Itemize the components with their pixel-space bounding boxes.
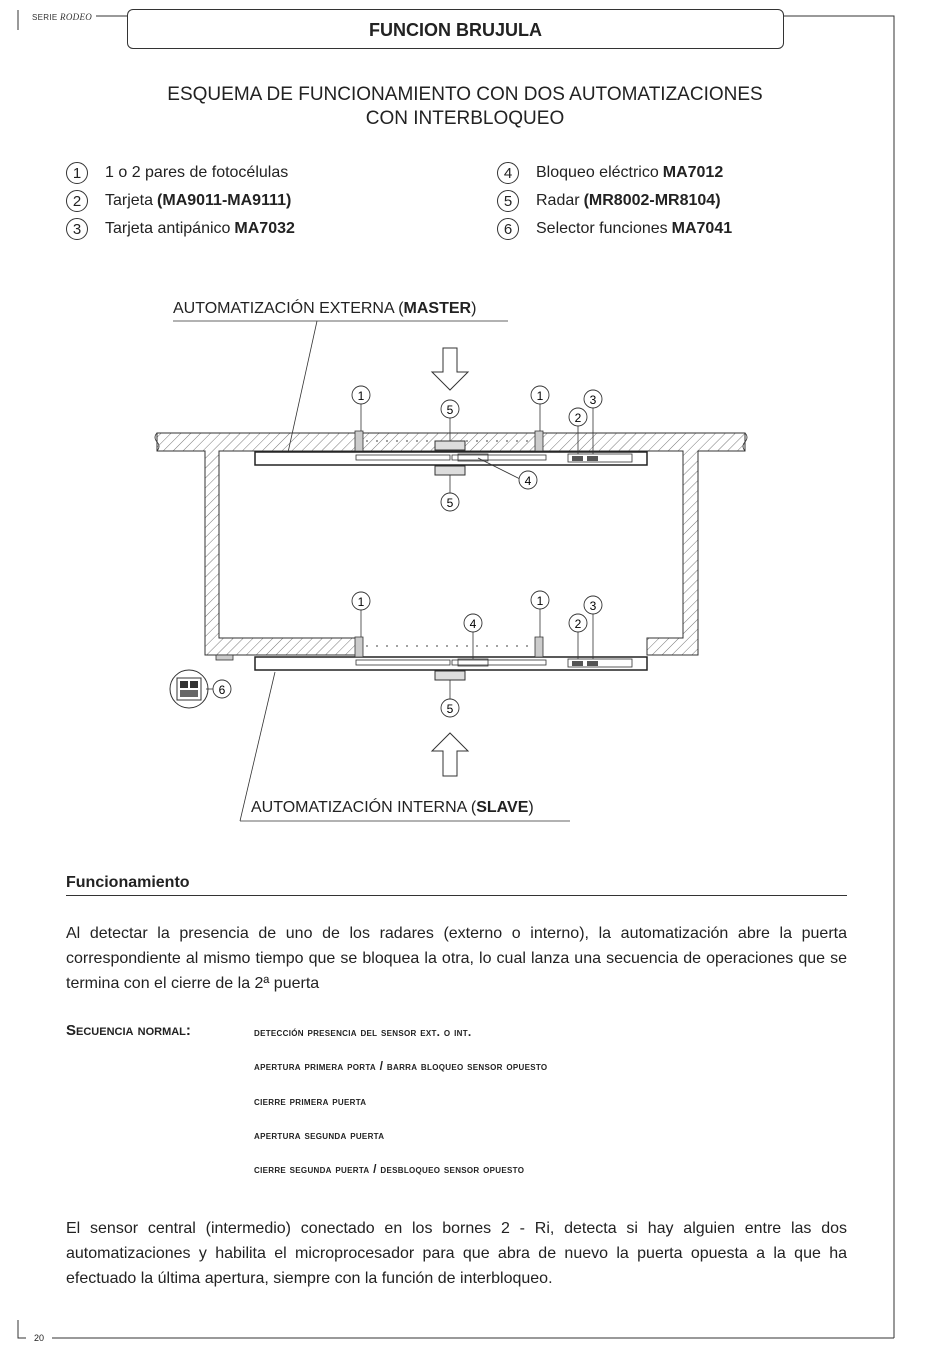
- legend-text: Tarjeta antipánico: [105, 220, 231, 237]
- callout-1: [531, 386, 549, 404]
- legend-number: 4: [497, 162, 519, 184]
- svg-text:5: 5: [446, 702, 454, 716]
- series-name: RODEO: [60, 12, 93, 22]
- diagram-title-line1: ESQUEMA DE FUNCIONAMIENTO CON DOS AUTOMATIZACIONES: [167, 84, 763, 105]
- legend-text: Selector funciones: [536, 220, 668, 237]
- svg-text:4: 4: [469, 617, 477, 631]
- svg-text:4: 4: [524, 474, 532, 488]
- sequence-step: apertura primera porta / barra bloqueo sensor opuesto: [254, 1059, 548, 1073]
- svg-text:1: 1: [536, 389, 544, 403]
- sequence-label: Secuencia normal:: [66, 1022, 191, 1039]
- diagram-title-line2: CON INTERBLOQUEO: [365, 108, 565, 129]
- svg-text:2: 2: [574, 617, 582, 631]
- paragraph-2: El sensor central (intermedio) conectado en los bornes 2 - Ri, detecta si hay alguien entre las dos automatizaciones y habilita el microprocesador para que abra de nuevo la puerta opuesta a la que ha efectuado la última apertura, siempre con la función de interbloqueo.: [66, 1220, 847, 1287]
- legend-number: 5: [497, 190, 519, 212]
- svg-text:6: 6: [218, 683, 226, 697]
- page-title: FUNCION BRUJULA: [369, 20, 542, 40]
- legend-text: Bloqueo eléctrico: [536, 164, 659, 181]
- svg-text:1: 1: [357, 389, 365, 403]
- svg-text:5: 5: [446, 496, 454, 510]
- paragraph-1: Al detectar la presencia de uno de los radares (externo o interno), la automatización abre la puerta correspondiente al mismo tiempo que se bloquea la otra, lo cual lanza una secuencia de operaciones que se termina con el cierre de la 2ª puerta: [66, 925, 847, 992]
- callout-1: [352, 592, 370, 610]
- page-number: 20: [34, 1333, 45, 1343]
- legend-code: MA7032: [234, 220, 295, 237]
- inside-arrow-icon: [432, 733, 468, 776]
- callout-3: [584, 390, 602, 408]
- svg-text:3: 3: [589, 599, 597, 613]
- callout-6: [213, 680, 231, 698]
- outside-arrow-icon: [432, 348, 468, 390]
- legend-code: MA7041: [671, 220, 733, 237]
- callout-4: [464, 614, 482, 632]
- svg-text:2: 2: [574, 411, 582, 425]
- callout-4: [519, 471, 537, 489]
- legend-code: MA7012: [662, 164, 724, 181]
- legend-text: 1 o 2 pares de fotocélulas: [105, 164, 289, 181]
- external-automation-label: AUTOMATIZACIÓN EXTERNA (MASTER): [173, 300, 477, 317]
- legend-code: (MA9011-MA9111): [157, 192, 292, 209]
- legend-number: 2: [66, 190, 88, 212]
- legend-text: Tarjeta: [105, 192, 154, 209]
- svg-text:3: 3: [589, 393, 597, 407]
- callout-3: [584, 596, 602, 614]
- sequence-step: apertura segunda puerta: [254, 1128, 385, 1142]
- callout-1: [531, 591, 549, 609]
- svg-text:1: 1: [536, 594, 544, 608]
- callout-2: [569, 408, 587, 426]
- callout-1: [352, 386, 370, 404]
- callout-5: [441, 400, 459, 418]
- legend-number: 3: [66, 218, 88, 240]
- callout-5: [441, 699, 459, 717]
- sequence-step: cierre segunda puerta / desbloqueo sensor opuesto: [254, 1162, 525, 1176]
- selector-icon: [170, 670, 208, 708]
- legend-number: 6: [497, 218, 519, 240]
- callout-2: [569, 614, 587, 632]
- internal-automation-label: AUTOMATIZACIÓN INTERNA (SLAVE): [251, 799, 534, 816]
- legend-code: (MR8002-MR8104): [583, 192, 721, 209]
- section-rule: [66, 895, 847, 896]
- section-heading: Funcionamiento: [66, 874, 190, 891]
- series-label: SERIE RODEO: [32, 12, 93, 22]
- sequence-step: detección presencia del sensor ext. o int.: [254, 1025, 472, 1039]
- sequence-step: cierre primera puerta: [254, 1094, 367, 1108]
- legend-text: Radar: [536, 192, 580, 209]
- svg-text:5: 5: [446, 403, 454, 417]
- callout-5: [441, 493, 459, 511]
- svg-text:1: 1: [357, 595, 365, 609]
- legend-number: 1: [66, 162, 88, 184]
